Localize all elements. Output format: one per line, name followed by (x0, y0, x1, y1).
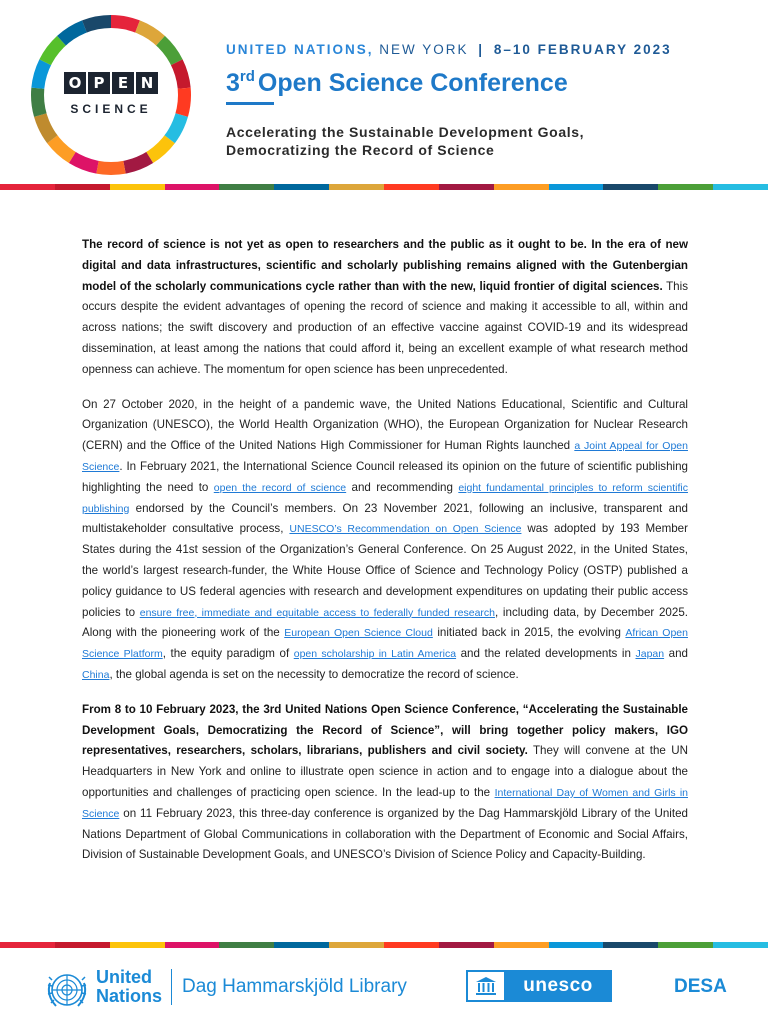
paragraph (82, 235, 688, 381)
paragraph (82, 700, 688, 866)
link-joint-appeal[interactable]: a Joint Appeal for Open Science (82, 440, 688, 473)
logo-inner-circle (44, 28, 178, 162)
stripe-segment (219, 184, 274, 190)
un-line: United (96, 967, 152, 987)
stripe-segment (658, 942, 713, 948)
desa-logo-text: DESA (674, 976, 727, 997)
paragraph-text: They will convene at the UN Headquarters in New York and online to illustrate open science in action and to engage into a dialogue about the opportunities and challenges of practicing open science. In the lead-up to the (82, 744, 688, 799)
event-dates: 8–10 FEBRUARY 2023 (493, 42, 672, 57)
stripe-segment (55, 942, 110, 948)
link-unesco-recommendation[interactable]: UNESCO’s Recommendation on Open Science (289, 523, 522, 536)
stripe-segment (603, 184, 658, 190)
link-china[interactable]: China (82, 668, 110, 681)
stripe-segment (439, 942, 494, 948)
stripe-segment (110, 184, 165, 190)
paragraph-text: . In February 2021, the International Science Council released its opinion on the future of scientific publishing highlighting the need to (82, 459, 688, 494)
article-body (82, 235, 688, 880)
open-science-logo (30, 14, 192, 176)
ring-segment (98, 167, 125, 168)
stripe-segment (329, 184, 384, 190)
stripe-segment (549, 184, 604, 190)
paragraph-text: and (664, 647, 688, 661)
paragraph-text: On 27 October 2020, in the height of a pandemic wave, the United Nations Educational, Scientific and Cultural Organization (UNESCO), the World Health Organization (WHO), the European Organization for Nuclear Research (CERN) and the Office of the United Nations High Commissioner for Human Rights launched (82, 397, 688, 453)
bold-lead: From 8 to 10 February 2023, the 3rd United Nations Open Science Conference, “Accelerating the Sustainable Development Goals, Democratizing the Record of Science”, will bring together policy makers, IGO representatives, researchers, scholars, librarians, publishers and civil society. (82, 702, 688, 758)
stripe-segment (713, 942, 768, 948)
stripe-segment (274, 184, 329, 190)
stripe-segment (494, 184, 549, 190)
link-eight-principles[interactable]: eight fundamental principles to reform scientific publishing (82, 481, 688, 515)
link-women-in-science[interactable]: International Day of Women and Girls in Science (82, 786, 688, 820)
sdg-color-stripe (0, 942, 768, 948)
stripe-segment (658, 184, 713, 190)
bold-lead: The record of science is not yet as open to researchers and the public as it ought to be. In the era of new digital and data infrastructures, scientific and scholarly publishing remains aligned with the Gutenbergian model of the scholarly communications cycle rather than with the new, liquid frontier of digital sciences. (82, 238, 688, 293)
stripe-segment (384, 184, 439, 190)
unesco-wordmark: unesco (506, 972, 610, 1000)
title-text: Open Science Conference (257, 69, 568, 97)
stripe-segment (274, 942, 329, 948)
stripe-segment (713, 184, 768, 190)
title-ordinal: 3 (226, 69, 240, 97)
logo-letter: P (88, 72, 110, 94)
stripe-segment (384, 942, 439, 948)
stripe-segment (439, 184, 494, 190)
paragraph-text: initiated back in 2015, the evolving (432, 626, 626, 640)
paragraph-text: and recommending (346, 480, 459, 494)
ring-segment (85, 22, 111, 27)
event-city: NEW YORK (379, 42, 469, 57)
title-ordinal-suffix: rd (239, 68, 255, 85)
subtitle-line: Democratizing the Record of Science (226, 142, 495, 158)
temple-icon-svg (474, 976, 498, 996)
event-separator: | (478, 42, 485, 57)
logo-letter: N (136, 72, 158, 94)
link-latin-america[interactable]: open scholarship in Latin America (293, 648, 457, 661)
unesco-logo (466, 970, 612, 1002)
stripe-segment (55, 184, 110, 190)
link-japan[interactable]: Japan (635, 648, 665, 661)
page-title (226, 68, 568, 98)
logo-letter: E (112, 72, 134, 94)
link-federal-access[interactable]: ensure free, immediate and equitable access to federally funded research (139, 606, 496, 619)
paragraph (82, 395, 688, 686)
ring-segment (111, 22, 137, 27)
link-african-platform[interactable]: African Open Science Platform (82, 627, 688, 661)
event-org: UNITED NATIONS, (226, 42, 374, 57)
stripe-segment (494, 942, 549, 948)
temple-icon (468, 972, 506, 1000)
stripe-segment (549, 942, 604, 948)
event-info (226, 42, 672, 57)
paragraph-text: on 11 February 2023, this three-day conference is organized by the Dag Hammarskjöld Library of the United Nations Department of Global Communications in collaboration with the Department of Economic and Social Affairs, Division of Sustainable Development Goals, and UNESCO’s Division of Science Policy and Capacity-Building. (82, 806, 688, 862)
paragraph-text: , the equity paradigm of (162, 647, 294, 661)
footer-divider (171, 969, 172, 1005)
un-emblem-icon (44, 967, 90, 1013)
subtitle-line: Accelerating the Sustainable Development Goals, (226, 124, 585, 140)
stripe-segment (165, 942, 220, 948)
un-logo-text (96, 968, 162, 1006)
logo-science-text: SCIENCE (70, 102, 152, 116)
stripe-segment (329, 942, 384, 948)
paragraph-text: was adopted by 193 Member States during the 41st session of the Organization’s General Conference. On 25 August 2022, in the United States, the world’s largest research-funder, the White House Office of Science and Technology Policy (OSTP) published a policy guidance to US federal agencies with research and development expenditures on updating their public access policies to (82, 522, 688, 619)
stripe-segment (110, 942, 165, 948)
page-subtitle (226, 123, 584, 159)
library-name: Dag Hammarskjöld Library (182, 976, 407, 997)
link-eosc[interactable]: European Open Science Cloud (284, 627, 433, 640)
link-open-record[interactable]: open the record of science (213, 481, 347, 494)
sdg-color-stripe (0, 184, 768, 190)
stripe-segment (0, 942, 55, 948)
logo-open-letters (64, 72, 158, 94)
paragraph-text: , the global agenda is set on the necessity to democratize the record of science. (109, 667, 519, 681)
paragraph-text: and the related developments in (456, 647, 636, 661)
stripe-segment (603, 942, 658, 948)
footer-logos (0, 955, 768, 1024)
stripe-segment (165, 184, 220, 190)
logo-letter: O (64, 72, 86, 94)
un-line: Nations (96, 986, 163, 1006)
paragraph-text: , including data, by December 2025. Along with the pioneering work of the (82, 605, 688, 640)
paragraph-text: This occurs despite the evident advantages of opening the record of science and making it accessible to all, within and across nations; the swift discovery and production of an effective vaccine against COVID-19 and its widespread dissemination, at least among the nations that could afford it, being an excellent example of what research method openness can achieve. The momentum for open science has been unprecedented. (82, 279, 689, 376)
stripe-segment (219, 942, 274, 948)
paragraph-text: endorsed by the Council’s members. On 23 November 2021, following an inclusive, transparent and multistakeholder consultative process, (82, 501, 688, 536)
ring-segment (176, 62, 183, 88)
stripe-segment (0, 184, 55, 190)
title-underline (226, 102, 274, 105)
